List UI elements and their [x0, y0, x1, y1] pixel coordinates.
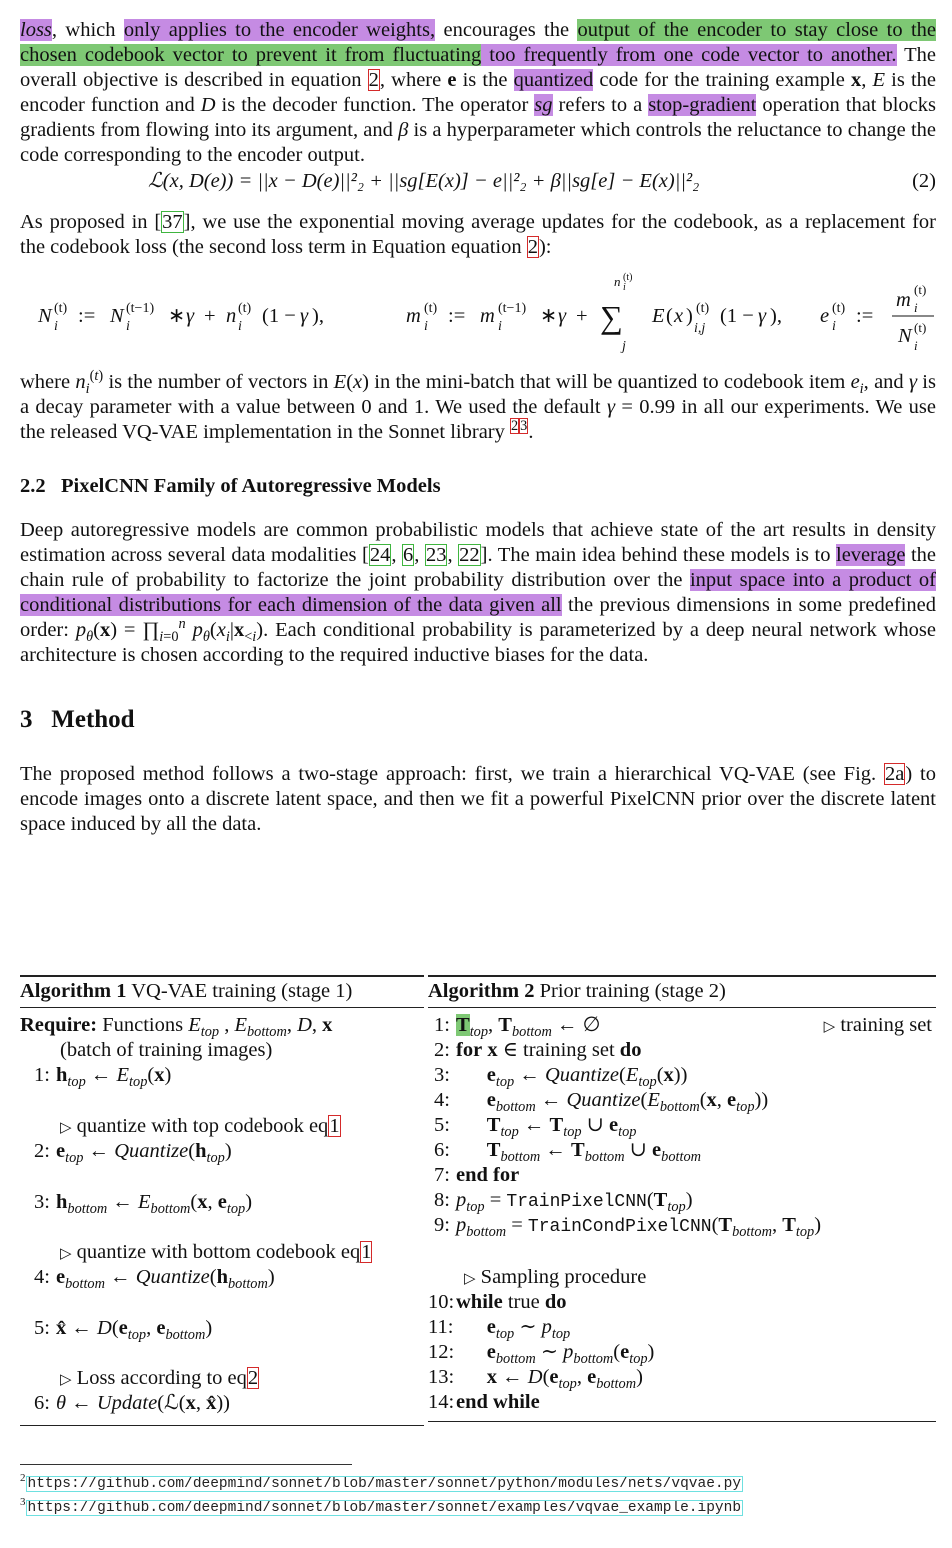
svg-text:γ: γ [558, 305, 567, 327]
svg-text:N: N [898, 325, 912, 347]
section-number: 3 [20, 706, 33, 733]
highlight-input-space[interactable]: input space into a product of conditional distributions for each dimension of the data given all [20, 569, 937, 616]
function-name: TrainPixelCNN [506, 1192, 647, 1212]
text: Deep autoregressive models are common probabilistic models that achieve state of the art results in density estimation across several data modalities [20, 519, 936, 566]
svg-text:(1 −: (1 − [262, 305, 296, 327]
svg-text:),: ), [770, 305, 782, 327]
text: is a hyperparameter which controls the reluctance to change the code corresponding to the encoder output. [20, 119, 936, 166]
svg-text:i: i [832, 319, 836, 334]
text: is the [456, 69, 514, 91]
algorithm-1-title [20, 975, 424, 1008]
svg-text:(t): (t) [914, 282, 927, 297]
equation-2-number: (2) [912, 170, 936, 192]
section-2-2-heading [20, 475, 936, 498]
algo2-line-3: 3: $e_{top}$ ← $Quantize(E_{top}(x))$ [434, 1064, 688, 1091]
highlight-output-encoder[interactable]: output of the encoder to stay close to the chosen codebook vector to prevent it from fluctuating [20, 19, 936, 66]
text: in all our experiments. We use the released VQ-VAE implementation in the Sonnet library [20, 396, 937, 443]
svg-text:∗: ∗ [540, 305, 558, 327]
svg-text:E: E [652, 305, 665, 327]
algorithm-label: Algorithm 1 [20, 980, 127, 1002]
equation-ema-updates [20, 260, 936, 354]
footnote-3-link[interactable]: 3 [520, 418, 528, 435]
paragraph-method [20, 762, 936, 837]
text: , [861, 69, 873, 91]
algo1-line-1: 1: $h_{top}$ ← $E_{top}(x)$ [34, 1064, 172, 1091]
svg-text:): ) [686, 305, 693, 327]
equation-ref-link[interactable]: 2 [247, 1367, 259, 1389]
svg-text:n: n [226, 305, 237, 327]
svg-text:γ: γ [758, 305, 767, 327]
section-3-heading [20, 706, 936, 734]
algo2-line-7: 7: end for [434, 1164, 520, 1186]
equation-ema-svg [20, 260, 936, 354]
equation-2 [20, 168, 936, 196]
algo1-line-4: 4: $e_{bottom}$ ← $Quantize(h_{bottom})$ [34, 1266, 275, 1293]
text: , where [379, 69, 448, 91]
highlight-stop-gradient[interactable]: stop-gradient [648, 94, 757, 116]
equation-ref-link[interactable]: 1 [361, 1241, 372, 1263]
svg-text:i: i [238, 319, 242, 334]
algorithm-2 [428, 975, 936, 1430]
algo2-comment-sampling: ▷ Sampling procedure [464, 1266, 647, 1288]
algo2-line-5: 5: $T_{top}$ ← $T_{top}$ ∪ $e_{top}$ [434, 1114, 637, 1141]
citation-link[interactable]: 37 [162, 211, 183, 233]
algorithm-2-title [428, 975, 936, 1008]
svg-text::=: := [78, 305, 96, 327]
text: ): [538, 236, 552, 258]
algorithm-label: Algorithm 2 [428, 980, 535, 1002]
keyword: end for [456, 1164, 520, 1186]
text: Functions [97, 1014, 189, 1036]
svg-text:e: e [820, 305, 830, 327]
footnote-mark: 2 [20, 1472, 26, 1485]
algo2-line-11: 11: $e_{top}$ ∼ $p_{top}$ [428, 1316, 571, 1343]
svg-text:∗: ∗ [168, 305, 186, 327]
text: . Each conditional probability is parameterized by a deep neural network whose architecture is chosen according to the required inductive biases for the data. [20, 619, 936, 666]
paragraph-autoregressive: Deep autoregressive models are common probabilistic models that achieve state of the art results in density estimation across several data modalities [24, 6, 23, 22]. The main idea behind these models is to leverage the chain rule of probability to factorize the joint probability distribution over the input space into a product of conditional distributions for each dimension of the data given all the previous dimensions in some predefined order: $p_\theta(x)$ = $\prod_{i=0}^n$ $p_\theta(x_i|x_{<i})$. Each conditional probability is parameterized by a deep neural network whose architecture is chosen according to the required inductive biases for the data. [20, 519, 937, 666]
svg-text:i: i [498, 319, 502, 334]
text: where [20, 371, 76, 393]
comment-text: training set [840, 1014, 932, 1036]
text: training set [523, 1039, 615, 1061]
svg-text:m: m [406, 305, 421, 327]
algo2-line-8: 8: $p_{top}$ = $TrainPixelCNN(T_{top})$ [434, 1189, 693, 1216]
svg-text:i: i [914, 338, 918, 353]
algo1-line-6: 6: θ ← Update(ℒ(x, x̂)) [34, 1392, 231, 1414]
svg-text:γ: γ [300, 305, 309, 327]
algorithm-2-bottom-rule [428, 1421, 936, 1422]
svg-text:(t): (t) [623, 272, 633, 283]
highlight-loss[interactable]: loss [20, 19, 52, 41]
keyword: end while [456, 1391, 540, 1413]
svg-text:(t): (t) [914, 320, 927, 335]
keyword: while [456, 1291, 503, 1313]
text: The proposed method follows a two-stage approach: first, we train a hierarchical VQ-VAE (see Fig. [20, 763, 884, 785]
keyword: for [456, 1039, 483, 1061]
citation-link[interactable]: 6 [403, 544, 414, 566]
svg-text::=: := [448, 305, 466, 327]
algo2-line-14: 14:end while [428, 1391, 540, 1413]
algo1-require-cont: (batch of training images) [60, 1039, 273, 1061]
text: As proposed in [20, 211, 155, 233]
text: operation that blocks gradients from flowing into its argument, and [20, 94, 936, 141]
algo1-line-3: 3: $h_{bottom}$ ← $E_{bottom}(x$, $e_{top}$) [34, 1191, 253, 1218]
svg-text:(: ( [666, 305, 673, 327]
svg-text:(t): (t) [424, 301, 438, 316]
algo1-comment-2: ▷ quantize with bottom codebook eq1 [60, 1241, 372, 1263]
section-title: Method [51, 706, 135, 733]
footnote-3 [20, 1496, 743, 1516]
svg-text:m: m [896, 289, 911, 311]
svg-text:(t): (t) [238, 301, 252, 316]
text: in the mini-batch that will be quantized to codebook item [368, 371, 851, 393]
algo2-line-2: 2: for x ∈ training set do [434, 1039, 642, 1061]
svg-text:(t): (t) [54, 301, 68, 316]
footnote-mark: 3 [20, 1496, 26, 1509]
paragraph-where: where $n_i^{(t)}$ is the number of vectors in E(x) in the mini-batch that will be quantized to codebook item $e_i$, and γ is a decay parameter with a value between 0 and 1. We used the default γ = 0.99 in all our experiments. We use the released VQ-VAE implementation in the Sonnet library $^2$ $^3$. [20, 368, 937, 443]
equation-ref-link[interactable]: 1 [329, 1115, 340, 1137]
svg-text:N: N [38, 305, 52, 327]
highlight-sg[interactable]: sg [534, 94, 553, 116]
highlight-quantized[interactable]: quantized [513, 69, 594, 91]
svg-text:N: N [110, 305, 124, 327]
text: true [507, 1291, 540, 1313]
algo2-line-4: 4: $e_{bottom}$ ← $Quantize(E_{bottom}(x$, $e_{top}$)) [434, 1089, 769, 1116]
footnote-url-link[interactable]: https://github.com/deepmind/sonnet/blob/master/sonnet/python/modules/nets/vqvae.py [27, 1476, 742, 1492]
algo1-comment-3: ▷ Loss according to eq2 [60, 1367, 259, 1389]
highlight-too-frequently[interactable]: too frequently from one code vector to another. [481, 44, 897, 66]
algo2-line-1: 1: $T_{top}$, $T_{bottom}$ ← ∅ ▷ training set [434, 1014, 932, 1041]
text: , and [863, 371, 909, 393]
gamma-value: = 0.99 [621, 396, 676, 418]
algo1-require: Require: Functions $E_{top}$ , $E_{bottom}$, D, x [20, 1014, 333, 1041]
svg-text:+: + [576, 305, 588, 327]
svg-text:),: ), [312, 305, 324, 327]
text: refers to a [552, 94, 649, 116]
algo1-line-2: 2: $e_{top}$ ← $Quantize(h_{top})$ [34, 1140, 232, 1167]
text: is the number of vectors in [103, 371, 334, 393]
svg-text:m: m [480, 305, 495, 327]
svg-text:(t): (t) [696, 301, 710, 316]
svg-text:(t−1): (t−1) [126, 301, 155, 316]
section-title: PixelCNN Family of Autoregressive Models [61, 475, 441, 497]
svg-text:∑: ∑ [600, 299, 623, 335]
equation-ref-link[interactable]: 2 [527, 236, 538, 258]
text: is the decoder function. The operator [215, 94, 535, 116]
algo2-line-10: 10:while true do [428, 1291, 567, 1313]
keyword: do [619, 1039, 642, 1061]
citation-link[interactable]: 22 [459, 544, 480, 566]
svg-text:+: + [204, 305, 216, 327]
comment-text: Loss according to eq [76, 1367, 247, 1389]
svg-text:i: i [424, 319, 428, 334]
text: , which [51, 19, 124, 41]
svg-text:(1 −: (1 − [720, 305, 754, 327]
svg-text:x: x [674, 305, 684, 327]
paragraph-ema: As proposed in [37], we use the exponential moving average updates for the codebook, as a replacement for the codebook loss (the second loss term in Equation equation 2): [20, 211, 936, 258]
comment-text: quantize with bottom codebook eq [76, 1241, 361, 1263]
svg-text:i: i [623, 282, 626, 293]
text: is the encoder function and [20, 69, 937, 116]
text: The overall objective is described in equation [20, 44, 936, 91]
equation-ref-link[interactable]: 2 [368, 69, 379, 91]
algo2-line-12: 12: $e_{bottom}$ ∼ $p_{bottom}(e_{top})$ [428, 1341, 655, 1368]
equation-2-body: ℒ(x, D(e)) = ||x − D(e)||²₂ + ||sg[E(x)] − e||²₂ + β||sg[e] − E(x)||²₂ [148, 170, 700, 192]
highlight-encoder-weights[interactable]: only applies to the encoder weights, [123, 19, 436, 41]
footnote-2 [20, 1472, 743, 1492]
text: , we use the exponential moving average updates for the codebook, as a replacement for the codebook loss (the second loss term in Equation equation [20, 211, 936, 258]
comment-text: Sampling procedure [480, 1266, 647, 1288]
svg-text:n: n [614, 274, 621, 289]
svg-text:γ: γ [186, 305, 195, 327]
text: code for the training example [593, 69, 851, 91]
require-label: Require: [20, 1014, 98, 1036]
text: . The main idea behind these models is to [487, 544, 836, 566]
highlight-leverage[interactable]: leverage [836, 544, 906, 566]
text: ) to encode images onto a discrete latent space, and then we fit a powerful PixelCNN prior over the discrete latent space induced by all the data. [20, 763, 936, 835]
keyword: do [544, 1291, 567, 1313]
svg-text:i: i [126, 319, 130, 334]
algorithm-title: Prior training (stage 2) [534, 980, 726, 1002]
algorithm-title: VQ-VAE training (stage 1) [126, 980, 353, 1002]
figure-ref-link[interactable]: 2a [885, 763, 905, 785]
algorithms-block [20, 975, 936, 1430]
svg-text:(t): (t) [832, 301, 846, 316]
algo2-line-9: 9: $p_{bottom}$ = $TrainCondPixelCNN(T_{bottom}$, $T_{top}$) [434, 1214, 822, 1241]
algorithm-1 [20, 975, 424, 1430]
paper-page [20, 18, 936, 837]
text: encourages the [435, 19, 578, 41]
svg-text:j: j [622, 339, 626, 354]
text: the chain rule of probability to factorize the joint probability distribution over the [20, 544, 937, 591]
svg-text:(t−1): (t−1) [498, 301, 527, 316]
paragraph-commitment-loss: loss, which only applies to the encoder weights, encourages the output of the encoder to stay close to the chosen codebook vector to prevent it from fluctuating too frequently from one code vector to another. The overall objective is described in equation 2, where e is the quantized code for the training example x, E is the encoder function and D is the decoder function. The operator sg refers to a stop-gradient operation that blocks gradients from flowing into its argument, and β is a hyperparameter which controls the reluctance to change the code corresponding to the encoder output. [20, 19, 937, 166]
footnote-2-link[interactable]: 2 [511, 418, 519, 435]
svg-text:i: i [914, 300, 918, 315]
comment-text: quantize with top codebook eq [76, 1115, 329, 1137]
algo1-line-5: 5: x̂ ← $D(e_{top}$, $e_{bottom}$) [34, 1317, 213, 1344]
section-number: 2.2 [20, 475, 46, 497]
algorithm-1-bottom-rule [20, 1425, 424, 1426]
svg-text:i: i [54, 319, 58, 334]
citation-link[interactable]: 24 [369, 544, 391, 566]
citation-link[interactable]: 23 [425, 544, 447, 566]
footnote-rule [20, 1464, 352, 1465]
text: the previous dimensions in some predefined order: [20, 594, 936, 641]
footnote-url-link[interactable]: https://github.com/deepmind/sonnet/blob/master/sonnet/examples/vqvae_example.ipynb [27, 1500, 742, 1516]
svg-text::=: := [856, 305, 874, 327]
svg-text:i,j: i,j [694, 321, 706, 336]
function-name: TrainCondPixelCNN [527, 1217, 712, 1237]
text: is a decay parameter with a value between 0 and 1. We used the default [20, 371, 936, 418]
algo2-line-13: 13: x ← $D(e_{top}$, $e_{bottom}$) [428, 1366, 643, 1393]
algo1-comment-1: ▷ quantize with top codebook eq1 [60, 1115, 340, 1137]
algo2-line-6: 6: $T_{bottom}$ ← $T_{bottom}$ ∪ $e_{bottom}$ [434, 1139, 701, 1166]
